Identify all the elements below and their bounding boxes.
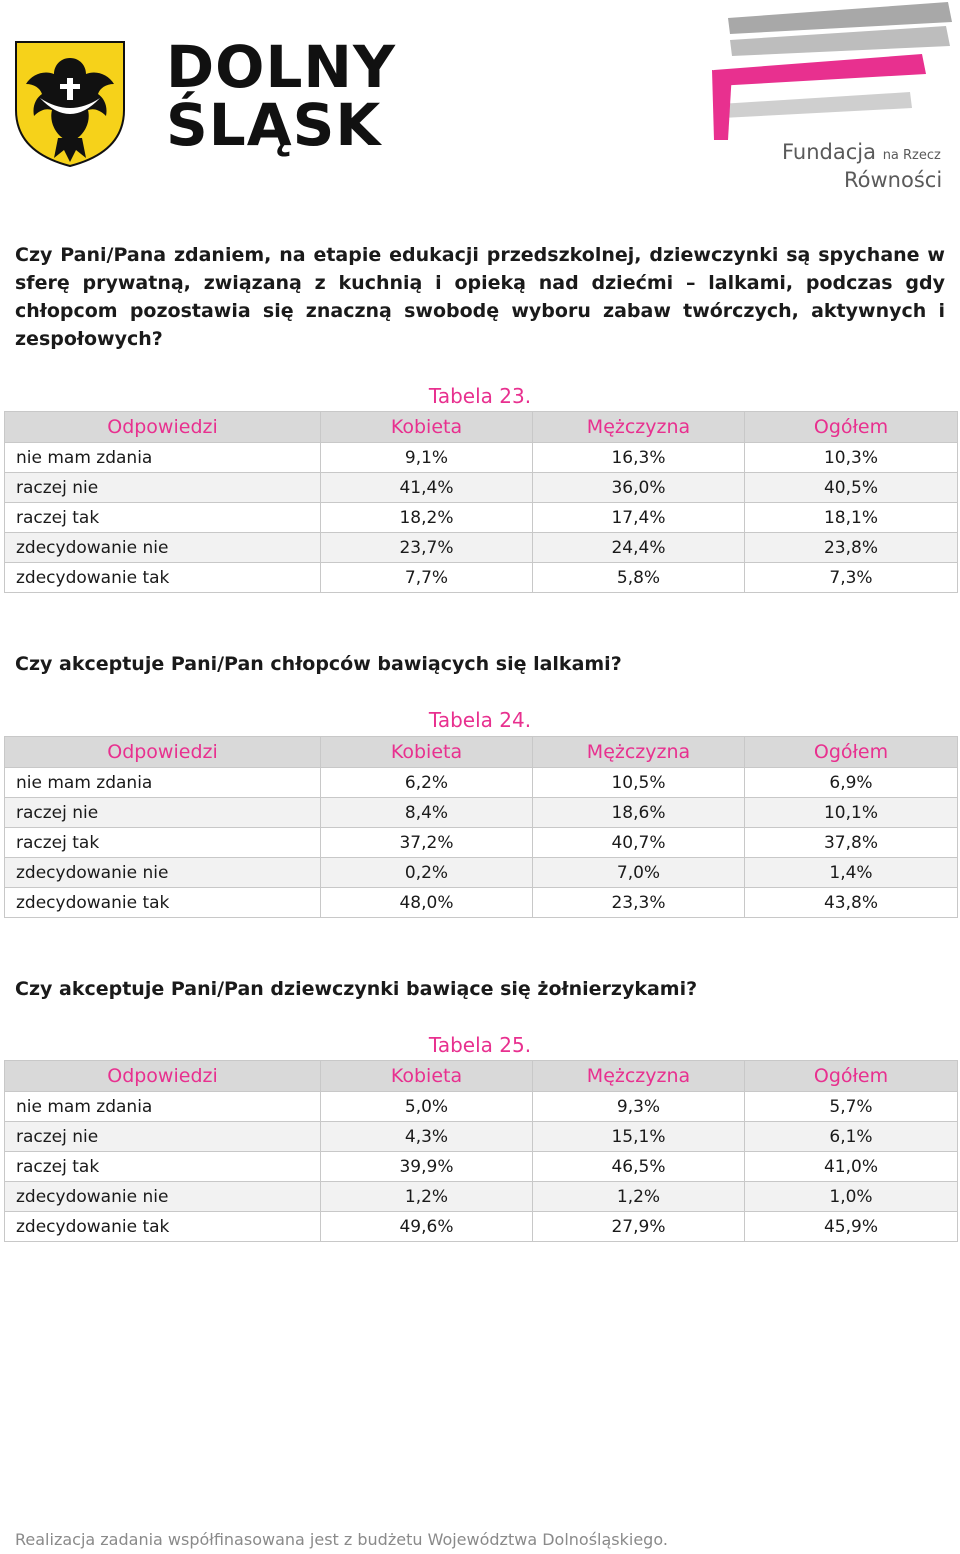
table-row (5, 443, 958, 473)
table-header-row (5, 1061, 958, 1092)
table-row (5, 858, 958, 888)
cell-men: 36,0% (533, 473, 745, 503)
cell-women: 49,6% (321, 1212, 533, 1242)
cell-total: 1,0% (745, 1182, 958, 1212)
cell-men: 24,4% (533, 533, 745, 563)
cell-total: 1,4% (745, 858, 958, 888)
col-header-answers: Odpowiedzi (5, 412, 321, 443)
cell-total: 10,1% (745, 798, 958, 828)
row-label: raczej nie (5, 1122, 321, 1152)
row-label: nie mam zdania (5, 443, 321, 473)
cell-men: 40,7% (533, 828, 745, 858)
col-header-women: Kobieta (321, 737, 533, 768)
table-23 (4, 411, 958, 593)
cell-total: 37,8% (745, 828, 958, 858)
cell-women: 41,4% (321, 473, 533, 503)
fundacja-name: Fundacja na Rzecz Równości (782, 140, 943, 192)
cell-men: 7,0% (533, 858, 745, 888)
col-header-total: Ogółem (745, 1061, 958, 1092)
cell-men: 5,8% (533, 563, 745, 593)
table-25 (4, 1060, 958, 1242)
cell-men: 15,1% (533, 1122, 745, 1152)
table-row (5, 1152, 958, 1182)
table-row (5, 768, 958, 798)
cell-women: 9,1% (321, 443, 533, 473)
cell-women: 1,2% (321, 1182, 533, 1212)
cell-men: 27,9% (533, 1212, 745, 1242)
row-label: raczej nie (5, 473, 321, 503)
cell-total: 10,3% (745, 443, 958, 473)
cell-women: 23,7% (321, 533, 533, 563)
row-label: raczej tak (5, 1152, 321, 1182)
cell-women: 5,0% (321, 1092, 533, 1122)
fundacja-emblem-icon (710, 0, 960, 140)
col-header-men: Mężczyzna (533, 737, 745, 768)
cell-total: 43,8% (745, 888, 958, 918)
logo-wordmark: DOLNY ŚLĄSK (166, 33, 396, 159)
row-label: nie mam zdania (5, 1092, 321, 1122)
col-header-women: Kobieta (321, 1061, 533, 1092)
cell-women: 7,7% (321, 563, 533, 593)
table-row (5, 828, 958, 858)
row-label: raczej tak (5, 503, 321, 533)
table-24 (4, 736, 958, 918)
question-24: Czy akceptuje Pani/Pan chłopców bawiących się lalkami? (15, 653, 622, 675)
col-header-answers: Odpowiedzi (5, 1061, 321, 1092)
table-row (5, 888, 958, 918)
row-label: nie mam zdania (5, 768, 321, 798)
question-25: Czy akceptuje Pani/Pan dziewczynki bawiące się żołnierzykami? (15, 978, 698, 1000)
table-row (5, 503, 958, 533)
table-25-caption: Tabela 25. (428, 1033, 532, 1057)
cell-total: 6,9% (745, 768, 958, 798)
cell-women: 4,3% (321, 1122, 533, 1152)
cell-men: 9,3% (533, 1092, 745, 1122)
question-23: Czy Pani/Pana zdaniem, na etapie edukacji przedszkolnej, dziewczynki są spychane w sferę prywatną, związaną z kuchnią i opieką nad dziećmi – lalkami, podczas gdy chłopcom pozostawia się znaczną swobodę wyboru zabaw twórczych, aktywnych i zespołowych? (15, 244, 945, 350)
col-header-men: Mężczyzna (533, 1061, 745, 1092)
cell-men: 16,3% (533, 443, 745, 473)
dolny-slask-logo (14, 33, 434, 170)
cell-men: 10,5% (533, 768, 745, 798)
cell-total: 6,1% (745, 1122, 958, 1152)
col-header-men: Mężczyzna (533, 412, 745, 443)
cell-men: 1,2% (533, 1182, 745, 1212)
row-label: zdecydowanie nie (5, 1182, 321, 1212)
col-header-total: Ogółem (745, 412, 958, 443)
cell-women: 18,2% (321, 503, 533, 533)
cell-total: 23,8% (745, 533, 958, 563)
row-label: zdecydowanie nie (5, 533, 321, 563)
cell-total: 40,5% (745, 473, 958, 503)
cell-total: 18,1% (745, 503, 958, 533)
row-label: zdecydowanie tak (5, 1212, 321, 1242)
row-label: raczej nie (5, 798, 321, 828)
cell-women: 6,2% (321, 768, 533, 798)
col-header-total: Ogółem (745, 737, 958, 768)
col-header-answers: Odpowiedzi (5, 737, 321, 768)
fundacja-logo (710, 0, 960, 190)
cell-total: 41,0% (745, 1152, 958, 1182)
table-23-caption: Tabela 23. (428, 384, 532, 408)
cell-total: 45,9% (745, 1212, 958, 1242)
table-row (5, 473, 958, 503)
row-label: zdecydowanie tak (5, 563, 321, 593)
table-row (5, 1122, 958, 1152)
cell-women: 8,4% (321, 798, 533, 828)
cell-total: 7,3% (745, 563, 958, 593)
table-row (5, 798, 958, 828)
cell-total: 5,7% (745, 1092, 958, 1122)
cell-men: 23,3% (533, 888, 745, 918)
footer-note: Realizacja zadania współfinasowana jest z budżetu Województwa Dolnośląskiego. (15, 1530, 668, 1549)
table-row (5, 563, 958, 593)
row-label: raczej tak (5, 828, 321, 858)
cell-women: 39,9% (321, 1152, 533, 1182)
cell-women: 48,0% (321, 888, 533, 918)
row-label: zdecydowanie tak (5, 888, 321, 918)
table-header-row (5, 737, 958, 768)
table-row (5, 533, 958, 563)
table-row (5, 1182, 958, 1212)
col-header-women: Kobieta (321, 412, 533, 443)
table-row (5, 1212, 958, 1242)
cell-men: 46,5% (533, 1152, 745, 1182)
table-row (5, 1092, 958, 1122)
table-24-caption: Tabela 24. (428, 708, 532, 732)
cell-men: 17,4% (533, 503, 745, 533)
cell-women: 37,2% (321, 828, 533, 858)
cell-men: 18,6% (533, 798, 745, 828)
cell-women: 0,2% (321, 858, 533, 888)
row-label: zdecydowanie nie (5, 858, 321, 888)
table-header-row (5, 412, 958, 443)
coat-of-arms-icon (14, 40, 126, 168)
